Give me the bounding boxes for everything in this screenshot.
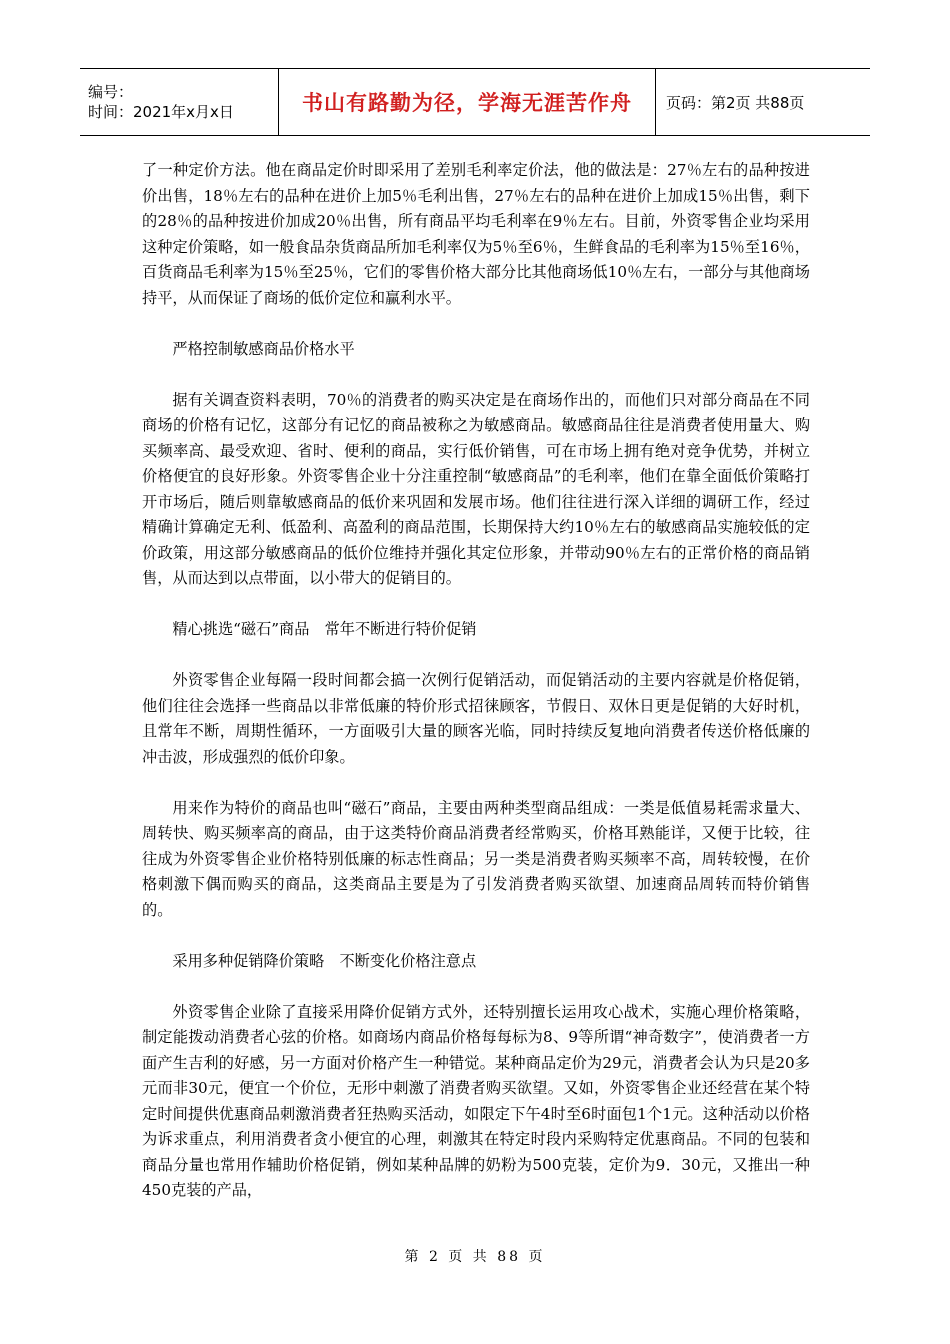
section-heading: 严格控制敏感商品价格水平 xyxy=(172,339,355,358)
section-heading: 精心挑选“磁石”商品 常年不断进行特价促销 xyxy=(172,620,477,638)
header-motto-cell xyxy=(278,69,656,135)
document-body xyxy=(142,158,810,1204)
paragraph: 据有关调查资料表明，70％的消费者的购买决定是在商场作出的，而他们只对部分商品在不同商场的价格有记忆，这部分有记忆的商品被称之为敏感商品。敏感商品往往是消费者使用量大、购买频率高、最受欢迎、省时、便利的商品，实行低价销售，可在市场上拥有绝对竞争优势，并树立价格便宜的良好形象。外资零售企业十分注重控制“敏感商品”的毛利率，他们在靠全面低价策略打开市场后，随后则靠敏感商品的低价来巩固和发展市场。他们往往进行深入详细的调研工作，经过精确计算确定无利、低盈利、高盈利的商品范围，长期保持大约10％左右的敏感商品实施较低的定价政策，用这部分敏感商品的低价位维持并强化其定位形象，并带动90％左右的正常价格的商品销售，从而达到以点带面，以小带大的促销目的。 xyxy=(142,390,810,587)
section-heading: 采用多种促销降价策略 不断变化价格注意点 xyxy=(172,951,477,970)
page-header xyxy=(80,68,870,136)
document-date: 时间：2021年x月x日 xyxy=(88,103,234,121)
page-footer xyxy=(0,1246,950,1266)
paragraph: 用来作为特价的商品也叫“磁石”商品，主要由两种类型商品组成：一类是低值易耗需求量大、周转快、购买频率高的商品，由于这类特价商品消费者经常购买，价格耳熟能详，又便于比较，往往成为外资零售企业价格特别低廉的标志性商品；另一类是消费者购买频率不高，周转较慢，在价格刺激下偶而购买的商品，这类商品主要是为了引发消费者购买欲望、加速商品周转而特价销售的。 xyxy=(142,798,810,919)
header-motto: 书山有路勤为径，学海无涯苦作舟 xyxy=(302,91,632,115)
header-meta xyxy=(80,69,278,135)
header-page-info: 页码：第2页 共88页 xyxy=(666,93,805,112)
paragraph: 外资零售企业每隔一段时间都会搞一次例行促销活动，而促销活动的主要内容就是价格促销，他们往往会选择一些商品以非常低廉的特价形式招徕顾客，节假日、双休日更是促销的大好时机，且常年不断，周期性循环，一方面吸引大量的顾客光临，同时持续反复地向消费者传送价格低廉的冲击波，形成强烈的低价印象。 xyxy=(142,671,810,766)
document-number-label: 编号： xyxy=(88,83,134,101)
header-page-info-cell xyxy=(656,69,870,135)
paragraph: 外资零售企业除了直接采用降价促销方式外，还特别擅长运用攻心战术，实施心理价格策略，制定能拨动消费者心弦的价格。如商场内商品价格每每标为8、9等所谓“神奇数字”，使消费者一方面产生吉利的好感，另一方面对价格产生一种错觉。某种商品定价为29元，消费者会认为只是20多元而非30元，便宜一个价位，无形中刺激了消费者购买欲望。又如，外资零售企业还经营在某个特定时间提供优惠商品刺激消费者狂热购买活动，如限定下午4时至6时面包1个1元。这种活动以价格为诉求重点，利用消费者贪小便宜的心理，刺激其在特定时段内采购特定优惠商品。不同的包装和商品分量也常用作辅助价格促销，例如某种品牌的奶粉为500克装，定价为9．30元，又推出一种450克装的产品， xyxy=(142,1002,810,1199)
paragraph: 了一种定价方法。他在商品定价时即采用了差别毛利率定价法，他的做法是：27％左右的品种按进价出售，18％左右的品种在进价上加5％毛利出售，27％左右的品种在进价上加成15％出售，剩下的28％的品种按进价加成20％出售，所有商品平均毛利率在9％左右。目前，外资零售企业均采用这种定价策略，如一般食品杂货商品所加毛利率仅为5％至6％，生鲜食品的毛利率为15％至16％，百货商品毛利率为15％至25％，它们的零售价格大部分比其他商场低10％左右，一部分与其他商场持平，从而保证了商场的低价定位和赢利水平。 xyxy=(142,161,810,307)
footer-page-number: 第 2 页 共 88 页 xyxy=(404,1249,546,1265)
